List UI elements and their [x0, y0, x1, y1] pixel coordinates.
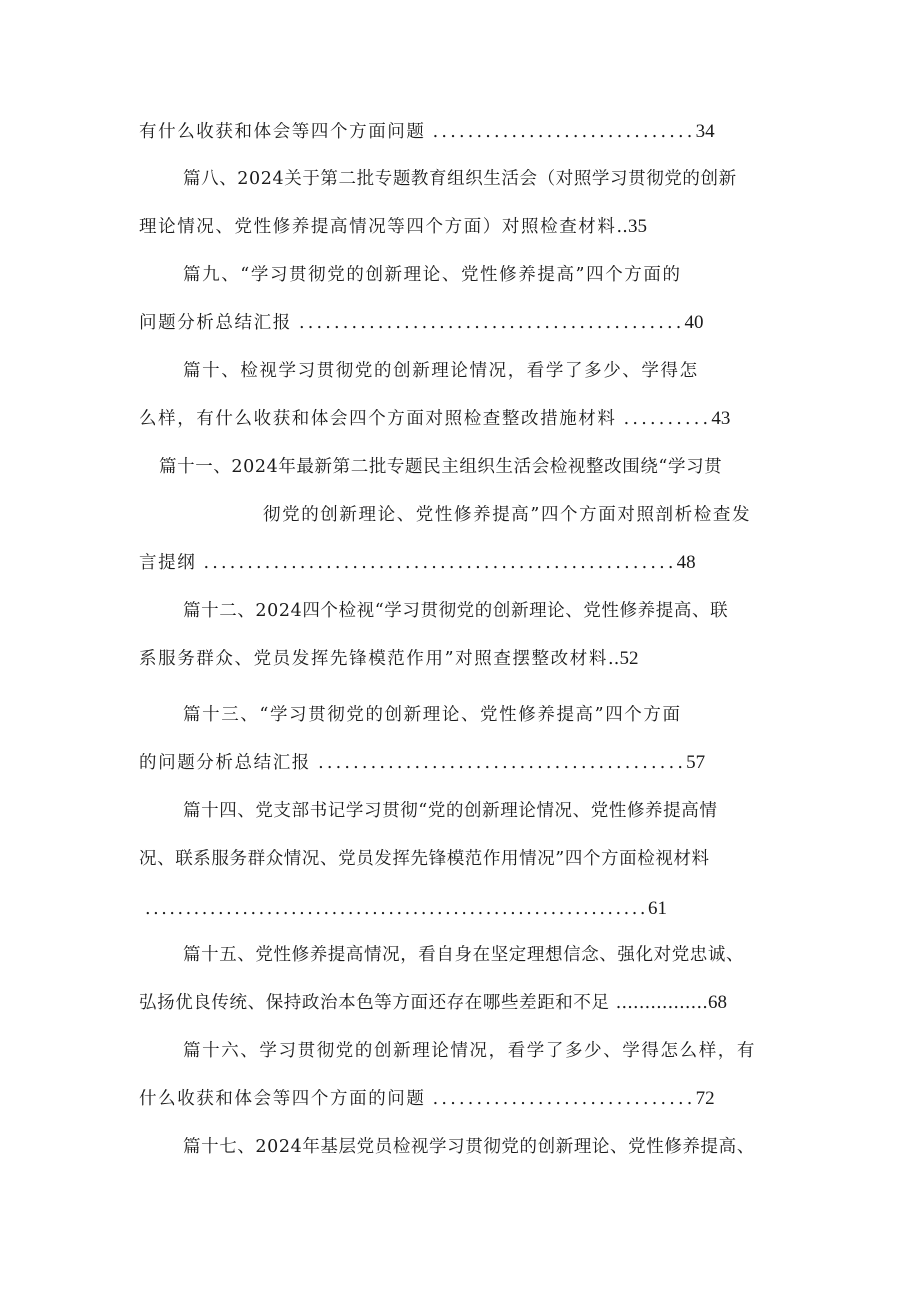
toc-entry-11-line-1[interactable]: [159, 455, 722, 479]
toc-page-number: 52: [619, 648, 639, 669]
toc-entry-text: 篇十三、“学习贯彻党的创新理论、党性修养提高”四个方面: [183, 705, 682, 725]
toc-leader-dots: ..............................: [432, 1089, 696, 1109]
toc-entry-12-line-2[interactable]: [139, 647, 638, 671]
toc-leader-dots: ................: [615, 993, 708, 1013]
toc-entry-13-line-1[interactable]: [183, 703, 682, 727]
toc-leader-dots: ..............................: [432, 122, 696, 142]
toc-page-number: 61: [648, 898, 667, 919]
toc-entry-text: 篇十、检视学习贯彻党的创新理论情况，看学了多少、学得怎: [183, 361, 699, 381]
toc-entry-text: 篇九、“学习贯彻党的创新理论、党性修养提高”四个方面的: [183, 265, 682, 285]
toc-entry-text: 篇十二、2024四个检视“学习贯彻党的创新理论、党性修养提高、联: [183, 601, 729, 621]
toc-entry-text: 篇十四、党支部书记学习贯彻“党的创新理论情况、党性修养提高情: [183, 801, 718, 821]
toc-entry-14-line-3[interactable]: [145, 897, 667, 921]
toc-leader-dots: ..: [616, 217, 629, 237]
toc-entry-text: 彻党的创新理论、党性修养提高”四个方面对照剖析检查发: [263, 505, 752, 525]
toc-entry-10-line-2[interactable]: [139, 407, 730, 431]
toc-entry-11-line-2[interactable]: [263, 503, 751, 527]
toc-leader-dots: ............................................: [298, 313, 685, 333]
toc-entry-text: 什么收获和体会等四个方面的问题: [139, 1089, 433, 1109]
toc-entry-text: 篇十七、2024年基层党员检视学习贯彻党的创新理论、党性修养提高、: [183, 1137, 755, 1157]
toc-leader-dots: ..........................................: [318, 753, 687, 773]
toc-page-number: 57: [686, 752, 706, 773]
toc-entry-9-line-1[interactable]: [183, 263, 682, 287]
toc-entry-8-line-2[interactable]: [139, 215, 647, 239]
toc-entry-text: 的问题分析总结汇报: [139, 753, 319, 773]
toc-entry-text: 么样，有什么收获和体会四个方面对照检查整改措施材料: [139, 409, 624, 429]
toc-entry-17-line-1[interactable]: [183, 1135, 755, 1159]
toc-entry-text: 篇十一、2024年最新第二批专题民主组织生活会检视整改围绕“学习贯: [159, 457, 723, 477]
toc-page-number: 48: [676, 552, 696, 573]
toc-entry-text: 弘扬优良传统、保持政治本色等方面还存在哪些差距和不足: [139, 993, 616, 1013]
toc-entry-text: 篇八、2024关于第二批专题教育组织生活会（对照学习贯彻党的创新: [183, 169, 737, 189]
toc-entry-text: 篇十六、学习贯彻党的创新理论情况，看学了多少、学得怎么样，有: [183, 1041, 756, 1061]
toc-entry-15-line-2[interactable]: [139, 991, 727, 1015]
toc-page-number: 40: [684, 312, 704, 333]
toc-entry-16-line-2[interactable]: [139, 1087, 715, 1111]
toc-entry-14-line-2[interactable]: [139, 847, 710, 871]
toc-entry-text: 理论情况、党性修养提高情况等四个方面）对照检查材料: [139, 217, 617, 237]
toc-entry-13-line-2[interactable]: [139, 751, 705, 775]
toc-entry-text: 问题分析总结汇报: [139, 313, 299, 333]
toc-page-number: 34: [695, 121, 715, 142]
toc-entry-14-line-1[interactable]: [183, 799, 717, 823]
toc-leader-dots: ......................................................: [203, 553, 677, 573]
toc-leader-dots: ..........: [623, 409, 712, 429]
toc-page-number: 68: [707, 992, 727, 1013]
toc-page-number: 43: [711, 408, 731, 429]
toc-entry-text: 系服务群众、党员发挥先锋模范作用”对照查摆整改材料: [139, 649, 608, 669]
toc-leader-dots: ..: [607, 649, 620, 669]
toc-entry-16-line-1[interactable]: [183, 1039, 756, 1063]
toc-entry-text: 有什么收获和体会等四个方面问题: [139, 122, 433, 142]
toc-entry-8-line-1[interactable]: [183, 167, 737, 191]
toc-page-number: 35: [628, 216, 648, 237]
toc-entry-10-line-1[interactable]: [183, 359, 699, 383]
toc-entry-text: 况、联系服务群众情况、党员发挥先锋模范作用情况”四个方面检视材料: [139, 849, 710, 869]
toc-page-number: 72: [695, 1088, 715, 1109]
toc-entry-11-line-3[interactable]: [139, 551, 696, 575]
toc-entry-text: 篇十五、党性修养提高情况，看自身在坚定理想信念、强化对党忠诚、: [183, 945, 745, 965]
toc-entry-12-line-1[interactable]: [183, 599, 728, 623]
toc-entry-15-line-1[interactable]: [183, 943, 744, 967]
toc-entry-9-line-2[interactable]: [139, 311, 704, 335]
toc-entry-7-line-2[interactable]: [139, 120, 715, 144]
toc-entry-text: 言提纲: [139, 553, 204, 573]
toc-leader-dots: ..............................................................: [145, 899, 648, 919]
